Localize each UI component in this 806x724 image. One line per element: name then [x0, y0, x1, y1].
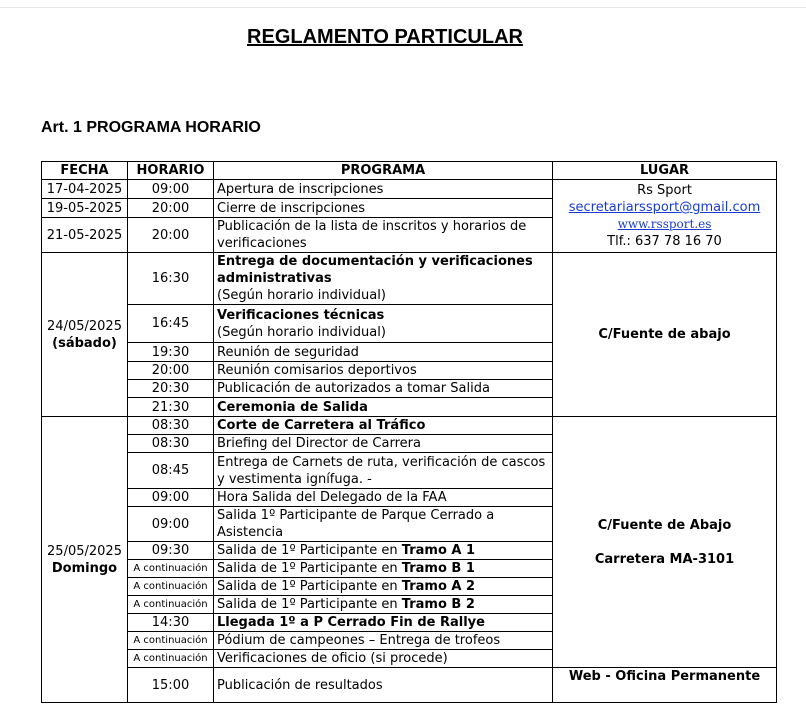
table-row: [42, 180, 777, 199]
programa-cell: Briefing del Director de Carrera: [214, 435, 553, 453]
tramo-label: Tramo B 2: [401, 597, 475, 612]
horario-cell: 09:00: [128, 507, 214, 542]
tramo-label: Tramo A 2: [401, 579, 476, 594]
horario-cell: 21:30: [128, 398, 214, 417]
programa-text: Salida de 1º Participante en: [217, 597, 402, 612]
lugar-street: C/Fuente de Abajo: [597, 517, 732, 533]
programa-cell: Cierre de inscripciones: [214, 199, 553, 218]
programa-cell: Publicación de resultados: [214, 668, 553, 703]
programa-note: (Según horario individual): [217, 324, 386, 340]
programa-cell: [214, 596, 553, 614]
fecha-date: 25/05/2025: [47, 543, 122, 559]
top-rule: [0, 7, 806, 8]
horario-cell: 20:30: [128, 380, 214, 398]
header-fecha: FECHA: [42, 162, 128, 180]
header-row: [42, 162, 777, 180]
horario-cell: 16:30: [128, 253, 214, 305]
lugar-cell-organizer: [553, 180, 777, 253]
lugar-cell-saturday: C/Fuente de abajo: [553, 253, 777, 417]
organizer-email-link[interactable]: secretariarssport@gmail.com: [568, 200, 761, 215]
programa-cell: Reunión de seguridad: [214, 343, 553, 362]
header-programa: PROGRAMA: [214, 162, 553, 180]
programa-cell: Hora Salida del Delegado de la FAA: [214, 489, 553, 507]
horario-cell: 16:45: [128, 305, 214, 343]
programa-cell: [214, 542, 553, 560]
programa-cell: Publicación de la lista de inscritos y horarios de verificaciones: [214, 218, 553, 253]
programa-cell: Publicación de autorizados a tomar Salida: [214, 380, 553, 398]
programa-cell: [214, 560, 553, 578]
horario-cell: 08:45: [128, 453, 214, 489]
horario-cell: A continuación: [128, 632, 214, 650]
fecha-cell: 17-04-2025: [42, 180, 128, 199]
organizer-name: Rs Sport: [637, 183, 692, 198]
lugar-cell-sunday: [553, 417, 777, 668]
programa-cell: Reunión comisarios deportivos: [214, 362, 553, 380]
programa-cell: [214, 305, 553, 343]
programa-text: Salida de 1º Participante en: [217, 561, 402, 576]
horario-cell: 20:00: [128, 199, 214, 218]
fecha-cell: 19-05-2025: [42, 199, 128, 218]
horario-cell: A continuación: [128, 596, 214, 614]
programa-cell: Verificaciones de oficio (si procede): [214, 650, 553, 668]
programa-bold: Entrega de documentación y verificaciones administrativas: [217, 254, 533, 286]
programa-cell: [214, 253, 553, 305]
fecha-cell-saturday: [42, 253, 128, 417]
programa-cell: Entrega de Carnets de ruta, verificación de cascos y vestimenta ignífuga. -: [214, 453, 553, 489]
programa-cell: Ceremonia de Salida: [214, 398, 553, 417]
horario-cell: 09:30: [128, 542, 214, 560]
fecha-date: 24/05/2025: [47, 318, 122, 334]
horario-cell: 09:00: [128, 489, 214, 507]
horario-cell: A continuación: [128, 560, 214, 578]
document-title: REGLAMENTO PARTICULAR: [247, 26, 523, 48]
fecha-cell: 21-05-2025: [42, 218, 128, 253]
horario-cell: 08:30: [128, 435, 214, 453]
horario-cell: 20:00: [128, 362, 214, 380]
organizer-web-link[interactable]: www.rssport.es: [617, 217, 712, 231]
lugar-cell-web: Web - Oficina Permanente: [553, 668, 777, 703]
horario-cell: 09:00: [128, 180, 214, 199]
tramo-label: Tramo A 1: [401, 543, 476, 558]
programa-note: (Según horario individual): [217, 288, 386, 303]
programa-text: Salida de 1º Participante en: [217, 543, 402, 558]
horario-cell: 19:30: [128, 343, 214, 362]
table-row: [42, 253, 777, 305]
horario-cell: 20:00: [128, 218, 214, 253]
fecha-weekday: Domingo: [51, 560, 118, 576]
programa-bold: Verificaciones técnicas: [217, 307, 385, 323]
fecha-cell-sunday: [42, 417, 128, 703]
table-row: [42, 417, 777, 435]
horario-cell: 15:00: [128, 668, 214, 703]
header-lugar: LUGAR: [553, 162, 777, 180]
lugar-road: Carretera MA-3101: [594, 551, 735, 567]
programa-text: Salida de 1º Participante en: [217, 579, 402, 594]
horario-cell: 08:30: [128, 417, 214, 435]
horario-cell: 14:30: [128, 614, 214, 632]
programa-cell: Corte de Carretera al Tráfico: [214, 417, 553, 435]
organizer-phone: Tlf.: 637 78 16 70: [607, 234, 722, 249]
programa-cell: Pódium de campeones – Entrega de trofeos: [214, 632, 553, 650]
programa-cell: Apertura de inscripciones: [214, 180, 553, 199]
article-heading: Art. 1 PROGRAMA HORARIO: [41, 119, 261, 136]
schedule-table: [41, 161, 777, 703]
tramo-label: Tramo B 1: [401, 561, 475, 576]
header-horario: HORARIO: [128, 162, 214, 180]
fecha-weekday: (sábado): [52, 335, 117, 351]
programa-cell: Salida 1º Participante de Parque Cerrado a Asistencia: [214, 507, 553, 542]
horario-cell: A continuación: [128, 578, 214, 596]
horario-cell: A continuación: [128, 650, 214, 668]
table-row: [42, 668, 777, 703]
programa-cell: Llegada 1º a P Cerrado Fin de Rallye: [214, 614, 553, 632]
programa-cell: [214, 578, 553, 596]
